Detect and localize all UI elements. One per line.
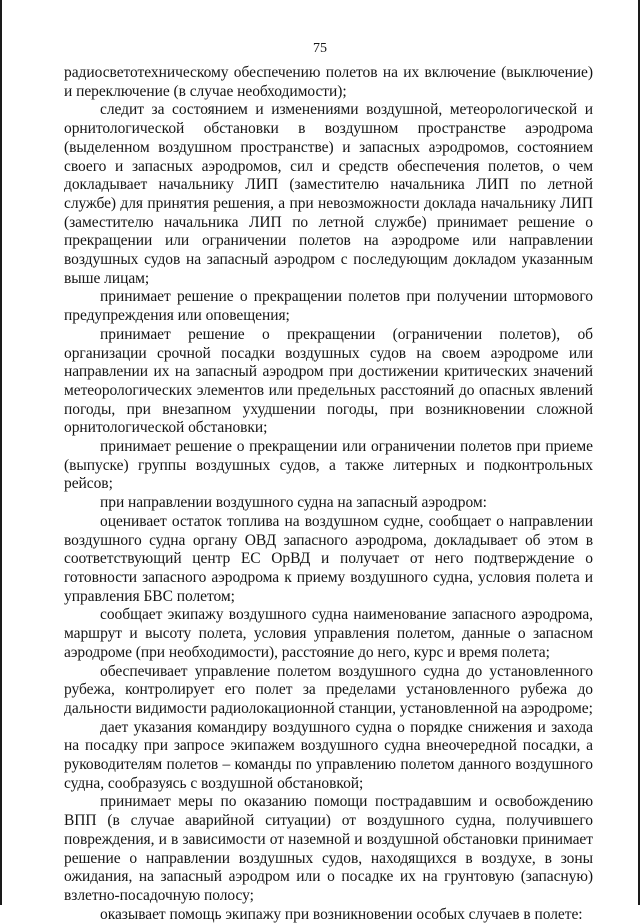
paragraph: радиосветотехническому обеспечению полетов на их включение (выключение) и переключение (в случае необходимости);: [64, 64, 593, 100]
paragraph: следит за состоянием и изменениями воздушной, метеорологической и орнитологической обстановки в воздушном пространстве аэродрома (выделенном воздушном пространстве) и запасных аэродромов, состоянием своего и запасных аэродромов, сил и средств обеспечения полетов, о чем докладывает начальнику ЛИП (заместителю начальника ЛИП по летной службе) для принятия решения, а при невозможности доклада начальнику ЛИП (заместителю начальника ЛИП по летной службе) принимает решение о прекращении или ограничении полетов на аэродроме или направлении воздушных судов на запасный аэродром с последующим докладом указанным выше лицам;: [64, 101, 593, 287]
paragraph: при направлении воздушного судна на запасный аэродром:: [100, 494, 487, 512]
paragraph: оказывает помощь экипажу при возникновении особых случаев в полете:: [100, 905, 583, 923]
paragraph: принимает решение о прекращении полетов при получении штормового предупреждения или оповещения;: [64, 288, 593, 325]
scan-border-left: [0, 0, 2, 905]
paragraph: оценивает остаток топлива на воздушном судне, сообщает о направлении воздушного судна органу ОВД запасного аэродрома, докладывает об этом в соответствующий центр ЕС ОрВД и получает от него подтверждение о готовности запасного аэродрома к приему воздушного судна, условия полета и управления БВС полетом;: [64, 512, 593, 605]
paragraph: дает указания командиру воздушного судна о порядке снижения и захода на посадку при запросе экипажем воздушного судна внеочередной посадки, а руководителям полетов – команды по управлению полетом данного воздушного судна, сообразуясь с воздушной обстановкой;: [64, 718, 593, 792]
paragraph: принимает решение о прекращении (ограничении полетов), об организации срочной посадки воздушных судов на своем аэродроме или направлении их на запасный аэродром при достижении критических значений метеорологических элементов или предельных расстояний до опасных явлений погоды, при внезапном ухудшении погоды, при возникновении сложной орнитологической обстановки;: [64, 325, 593, 437]
page-number: 75: [313, 41, 327, 56]
paragraph: принимает меры по оказанию помощи пострадавшим и освобождению ВПП (в случае аварийной ситуации) от воздушного судна, получившего повреждения, и в зависимости от наземной и воздушной обстановки принимает решение о направлении воздушных судов, находящихся в воздухе, в зоны ожидания, на запасный аэродром или о посадке их на грунтовую (запасную) взлетно-посадочную полосу;: [64, 793, 593, 904]
paragraph: сообщает экипажу воздушного судна наименование запасного аэродрома, маршрут и высоту полета, условия управления полетом, данные о запасном аэродроме (при необходимости), расстояние до него, курс и время полета;: [64, 606, 593, 661]
paragraph: принимает решение о прекращении или ограничении полетов при приеме (выпуске) группы воздушных судов, а также литерных и подконтрольных рейсов;: [64, 438, 593, 493]
paragraph: обеспечивает управление полетом воздушного судна до установленного рубежа, контролирует его полет за пределами установленного рубежа до дальности видимости радиолокационной станции, установленной на аэродроме;: [64, 662, 593, 717]
document-body: [64, 64, 593, 924]
